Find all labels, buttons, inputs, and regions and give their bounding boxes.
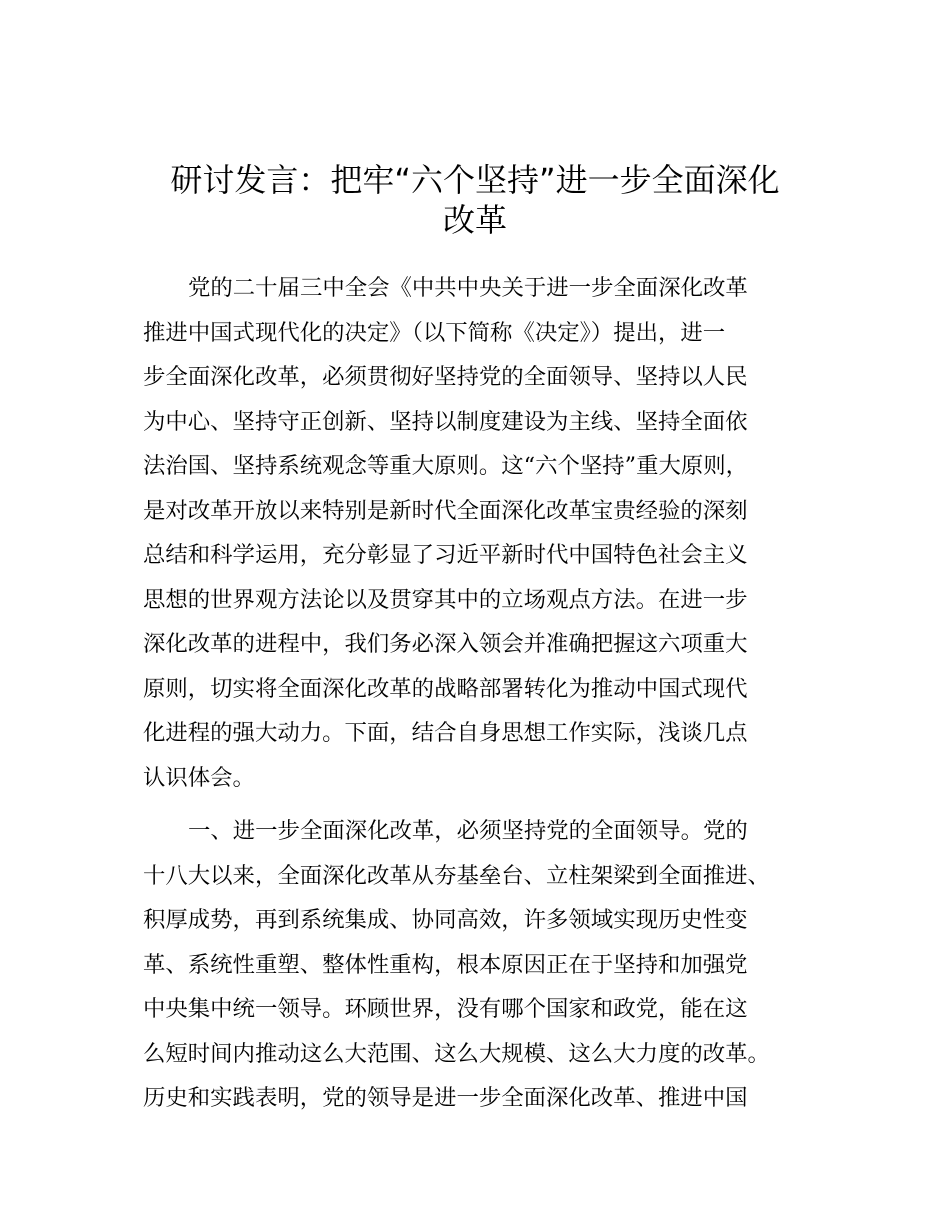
paragraph-line: 化进程的强大动力。下面，结合自身思想工作实际，浅谈几点: [143, 720, 748, 746]
paragraph-line: 认识体会。: [143, 764, 255, 791]
paragraph-line: 思想的世界观方法论以及贯穿其中的立场观点方法。在进一步: [143, 586, 748, 613]
paragraph-line: 党的二十届三中全会《中共中央关于进一步全面深化改革: [188, 275, 748, 301]
paragraph-line: 么短时间内推动这么大范围、这么大规模、这么大力度的改革。: [143, 1040, 770, 1067]
paragraph-line: 历史和实践表明，党的领导是进一步全面深化改革、推进中国: [143, 1085, 748, 1111]
paragraph-section-1: [143, 809, 813, 1121]
paragraph-intro: [143, 266, 813, 800]
paragraph-line: 推进中国式现代化的决定》（以下简称《决定》）提出，进一: [143, 319, 726, 346]
paragraph-line: 积厚成势，再到系统集成、协同高效，许多领域实现历史性变: [143, 907, 748, 933]
paragraph-line: 为中心、坚持守正创新、坚持以制度建设为主线、坚持全面依: [143, 408, 748, 435]
paragraph-line: 一、进一步全面深化改革，必须坚持党的全面领导。党的: [188, 818, 748, 844]
paragraph-line: 步全面深化改革，必须贯彻好坚持党的全面领导、坚持以人民: [143, 364, 748, 390]
paragraph-line: 中央集中统一领导。环顾世界，没有哪个国家和政党，能在这: [143, 996, 748, 1022]
document-title: [0, 160, 950, 240]
document-body: [143, 266, 813, 1121]
paragraph-line: 是对改革开放以来特别是新时代全面深化改革宝贵经验的深刻: [143, 497, 748, 524]
title-line-1: 研讨发言：把牢“六个坚持”进一步全面深化: [170, 161, 780, 199]
paragraph-line: 深化改革的进程中，我们务必深入领会并准确把握这六项重大: [143, 631, 748, 657]
paragraph-line: 革、系统性重塑、整体性重构，根本原因正在于坚持和加强党: [143, 951, 748, 978]
title-line-2: 改革: [442, 201, 507, 239]
paragraph-line: 十八大以来，全面深化改革从夯基垒台、立柱架梁到全面推进、: [143, 862, 770, 889]
paragraph-line: 原则，切实将全面深化改革的战略部署转化为推动中国式现代: [143, 675, 748, 702]
paragraph-line: 总结和科学运用，充分彰显了习近平新时代中国特色社会主义: [143, 542, 748, 568]
paragraph-line: 法治国、坚持系统观念等重大原则。这“六个坚持”重大原则，: [143, 453, 749, 479]
